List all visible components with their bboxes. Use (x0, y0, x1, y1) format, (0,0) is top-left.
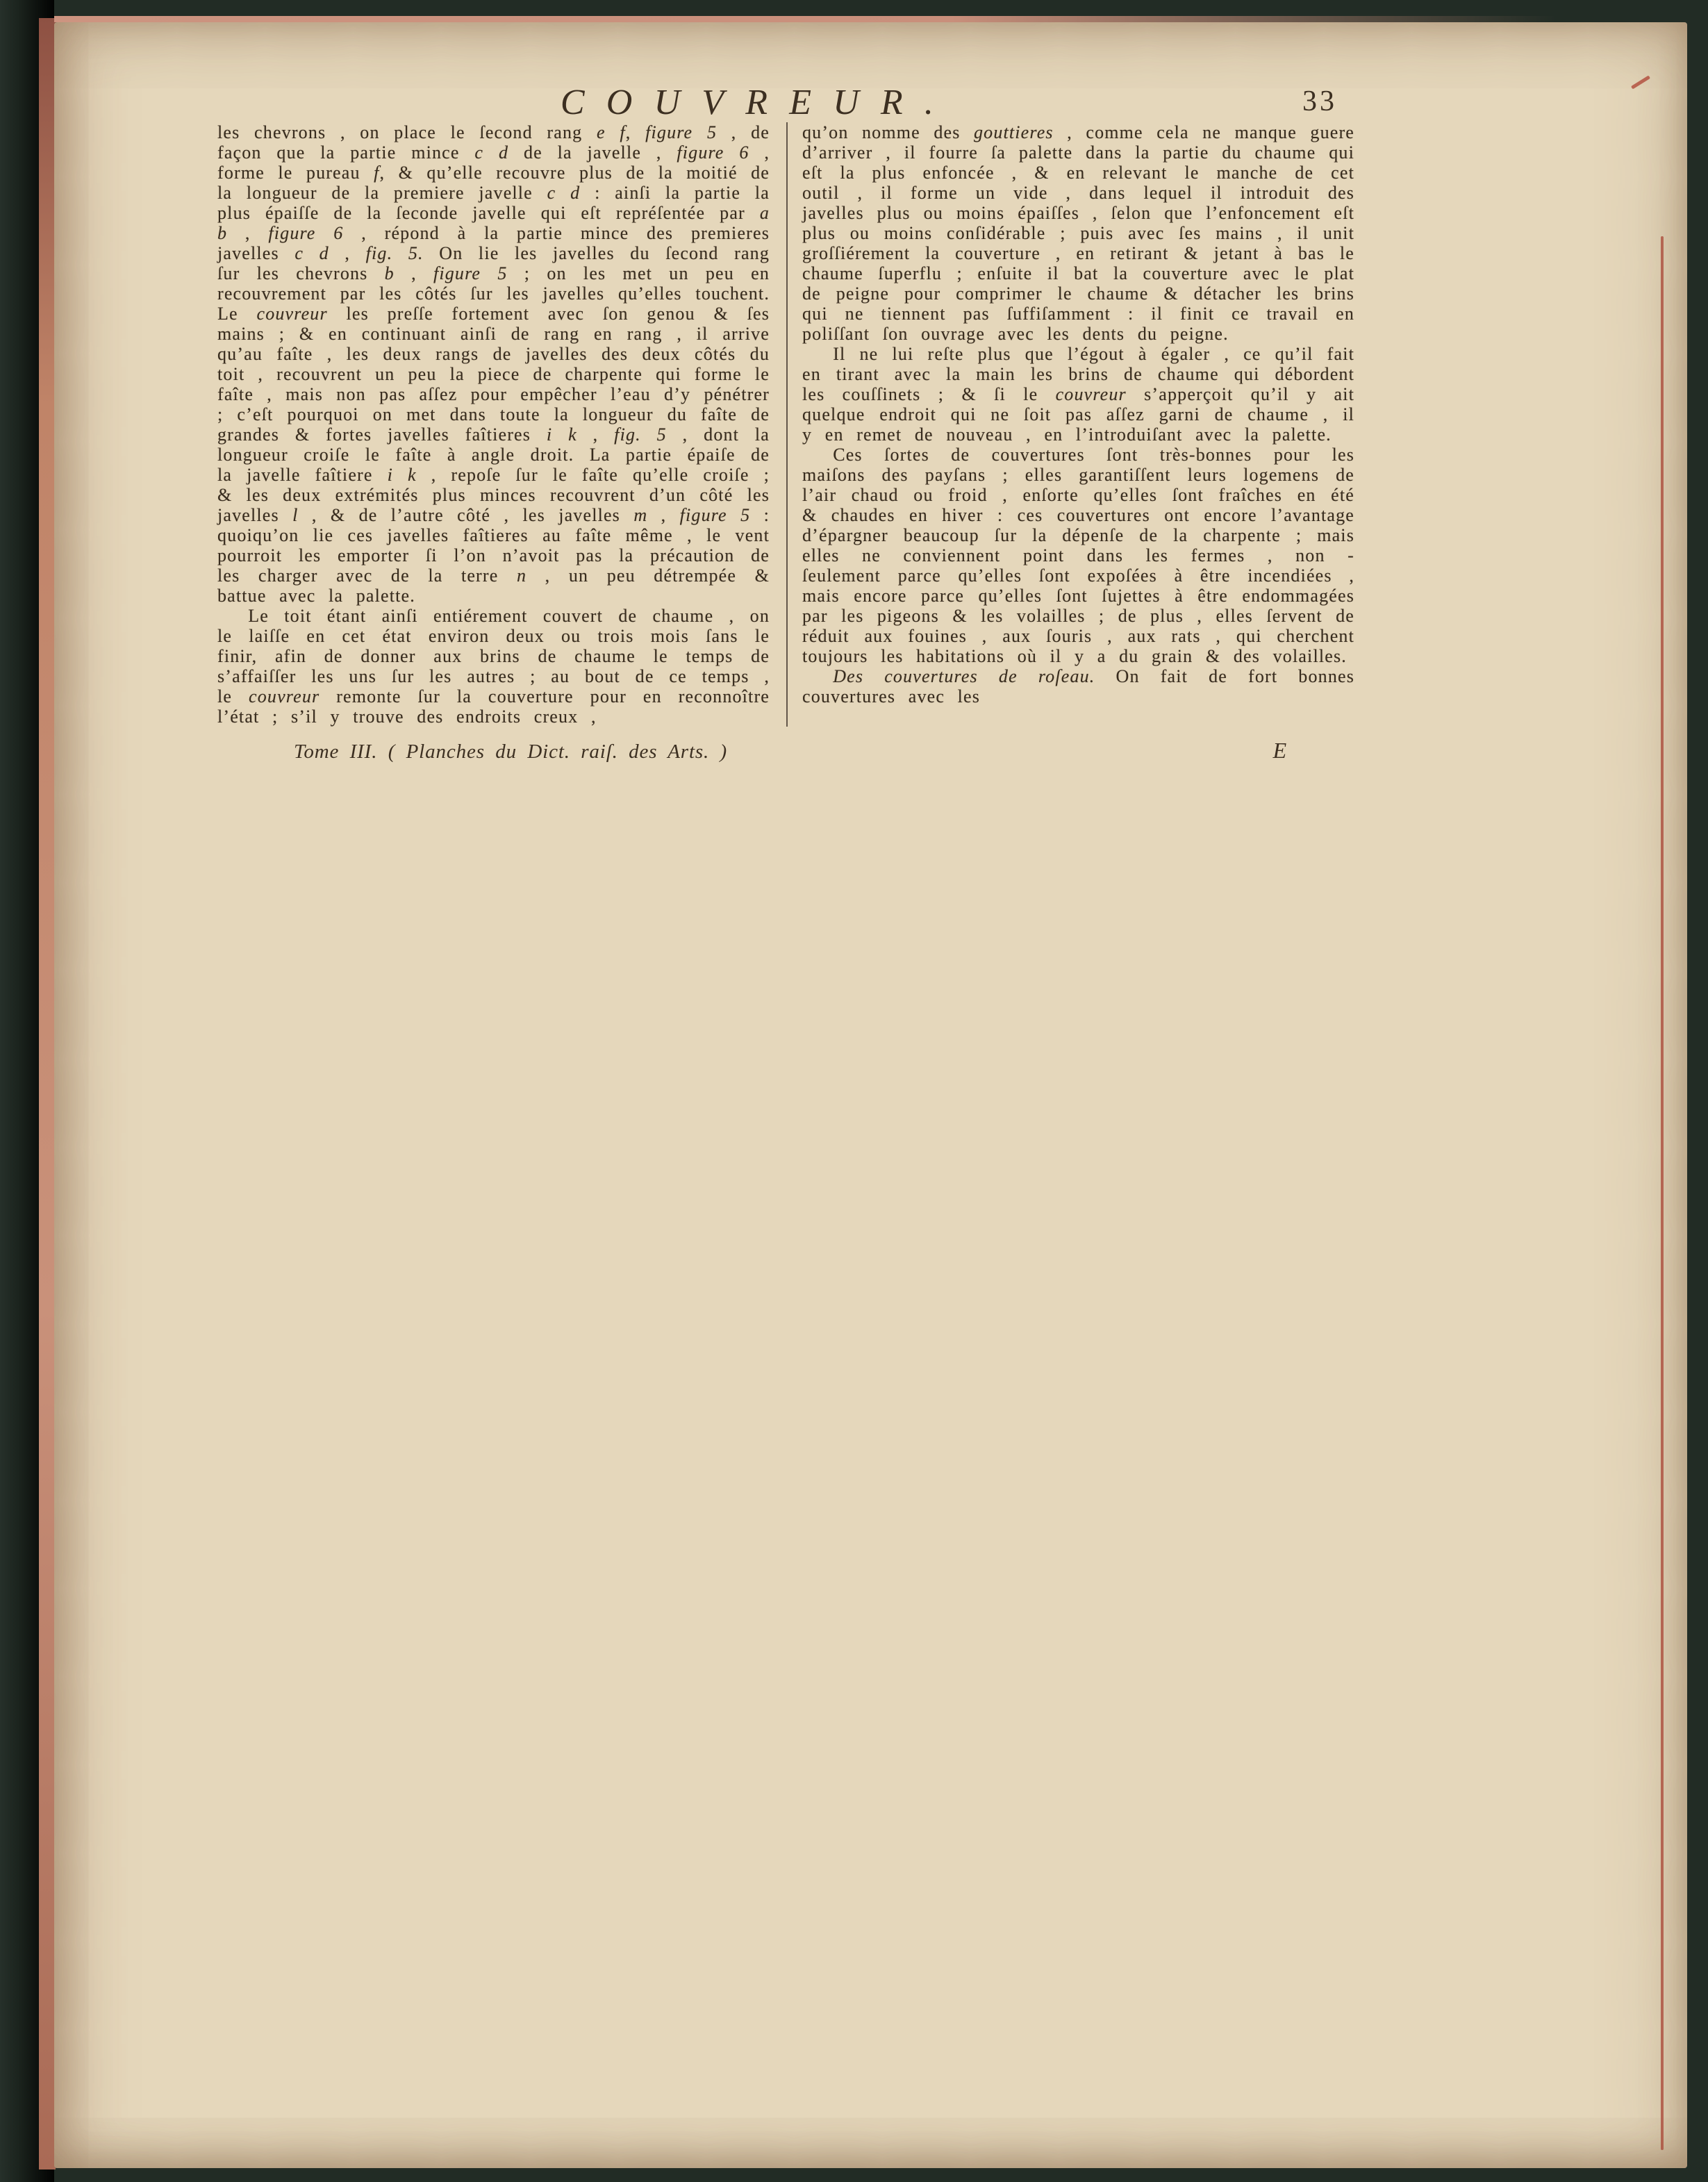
signature-mark: E (1272, 738, 1287, 763)
running-title: COUVREUR. (560, 83, 956, 122)
book-page (54, 22, 1687, 2168)
paragraph: Ces ſortes de couvertures ſont très-bonnes pour les maiſons des payſans ; elles garantiſſent leurs logemens de l’air chaud ou froid , enſorte qu’elles ſont fraîches en été & chaudes en hiver : ces couvertures ont encore l’avantage d’épargner beaucoup ſur la dépenſe de la charpente ; mais elles ne conviennent point dans les fermes , non - ſeulement parce qu’elles ſont expoſées à être incendiées , mais encore parce qu’elles ſont ſujettes à être endommagées par les pigeons & les volailles ; de plus , elles ſervent de réduit aux fouines , aux ſouris , aux rats , qui cherchent toujours les habitations où il y a du grain & des volailles. (802, 445, 1354, 666)
page-header (217, 82, 1357, 121)
paragraph: qu’on nomme des gouttieres , comme cela ne manque guere d’arriver , il fourre ſa palette dans la partie du chaume qui eſt la plus enfoncée , & en relevant le manche de cet outil , il forme un vide , dans lequel il introduit des javelles plus ou moins épaiſſes , ſelon que l’enfoncement eſt plus ou moins conſidérable ; puis avec ſes mains , il unit groſſiérement la couverture , en retirant & jetant à bas le chaume ſuperflu ; enſuite il bat la couverture avec le plat de peigne pour comprimer le chaume & détacher les brins qui ne tiennent pas ſuffiſamment : il finit ce travail en poliſſant ſon ouvrage avec les dents du peigne. (802, 122, 1354, 344)
printed-area (217, 82, 1357, 763)
page-edge-stain-right (1661, 236, 1664, 2150)
paragraph: Des couvertures de roſeau. On fait de fort bonnes couvertures avec les (802, 666, 1354, 706)
volume-note: Tome III. ( Planches du Dict. raiſ. des Arts. ) (294, 741, 728, 763)
red-corner-mark (1631, 75, 1650, 89)
page-edge-stain-left (39, 18, 56, 2169)
text-columns (217, 122, 1357, 727)
right-column (802, 122, 1354, 727)
page-edge-stain-top (54, 16, 1687, 22)
left-column (217, 122, 770, 727)
page-footer (217, 738, 1357, 763)
paragraph: Il ne lui reſte plus que l’égout à égaler , ce qu’il fait en tirant avec la main les brins de chaume qui débordent les couſſinets ; & ſi le couvreur s’apperçoit qu’il y ait quelque endroit qui ne ſoit pas aſſez garni de chaume , il y en remet de nouveau , en l’introduiſant avec la palette. (802, 344, 1355, 445)
paragraph: Le toit étant ainſi entiérement couvert de chaume , on le laiſſe en cet état environ deux ou trois mois ſans le finir, afin de donner aux brins de chaume le temps de s’affaiſſer les uns ſur les autres ; au bout de ce temps , le couvreur remonte ſur la couverture pour en reconnoître l’état ; s’il y trouve des endroits creux , (217, 606, 770, 727)
page-number: 33 (1302, 85, 1337, 117)
column-divider (786, 122, 788, 727)
paragraph: les chevrons , on place le ſecond rang e f, figure 5 , de façon que la partie mince c d de la javelle , figure 6 , forme le pureau f, & qu’elle recouvre plus de la moitié de la longueur de la premiere javelle c d : ainſi la partie la plus épaiſſe de la ſeconde javelle qui eſt repréſentée par a b , figure 6 , répond à la partie mince des premieres javelles c d , fig. 5. On lie les javelles du ſecond rang ſur les chevrons b , figure 5 ; on les met un peu en recouvrement par les côtés ſur les javelles qu’elles touchent. Le couvreur les preſſe fortement avec ſon genou & ſes mains ; & en continuant ainſi de rang en rang , il arrive qu’au faîte , les deux rangs de javelles des deux côtés du toit , recouvrent un peu la piece de charpente qui forme le faîte , mais non pas aſſez pour empêcher l’eau d’y pénétrer ; c’eſt pourquoi on met dans toute la longueur du faîte de grandes & fortes javelles faîtieres i k , fig. 5 , dont la longueur croiſe le faîte à angle droit. La partie épaiſe de la javelle faîtiere i k , repoſe ſur le faîte qu’elle croiſe ; & les deux extrémités plus minces recouvrent d’un côté les javelles l , & de l’autre côté , les javelles m , figure 5 : quoiqu’on lie ces javelles faîtieres au faîte même , le vent pourroit les emporter ſi l’on n’avoit pas la précaution de les charger avec de la terre n , un peu détrempée & battue avec la palette. (217, 122, 770, 606)
